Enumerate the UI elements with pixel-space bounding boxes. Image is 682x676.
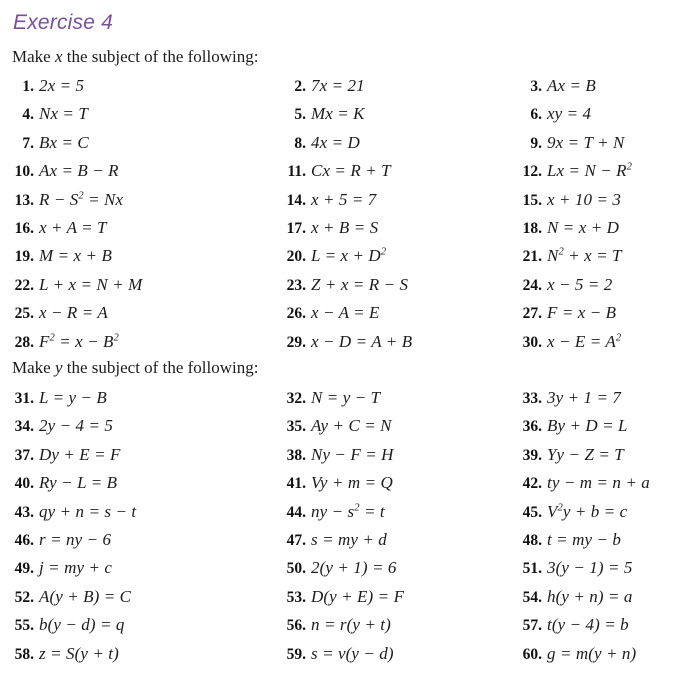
question-number: 33. [522, 390, 542, 407]
question-item [0, 104, 275, 125]
question-equation: Yy − Z = T [547, 444, 624, 464]
question-number: 55. [14, 617, 34, 635]
question-equation: b(y − d) = q [39, 615, 125, 635]
question-equation: t(y − 4) = b [547, 615, 629, 635]
question-item [508, 587, 682, 608]
instruction-suffix: the subject of the following: [62, 358, 259, 377]
question-item [272, 76, 507, 97]
question-equation: $Lx = N - R^2$ [547, 161, 633, 181]
question-item [272, 502, 507, 523]
question-number: 13. [14, 191, 34, 209]
question-equation: Ny − F = H [311, 444, 394, 464]
question-number: 12. [522, 163, 542, 181]
question-number: 37. [14, 446, 34, 464]
question-row [0, 133, 682, 161]
question-item [0, 190, 275, 211]
question-number: 24. [522, 276, 542, 294]
question-item [0, 615, 275, 636]
instruction-suffix: the subject of the following: [62, 47, 259, 66]
question-number: 29. [286, 333, 306, 351]
question-item [508, 133, 682, 154]
question-number: 30. [522, 333, 542, 351]
question-equation: Z + x = R − S [311, 274, 409, 294]
question-number: 52. [14, 588, 34, 606]
question-item [0, 502, 275, 523]
question-item [508, 76, 682, 97]
question-number: 19. [14, 248, 34, 266]
question-item [272, 445, 507, 466]
question-row [0, 558, 682, 586]
instruction-make-x [12, 47, 258, 67]
question-item [0, 644, 275, 665]
question-number: 42. [522, 475, 542, 493]
question-equation: 2y − 4 = 5 [39, 416, 113, 436]
question-item [508, 303, 682, 324]
question-item [272, 615, 507, 636]
question-equation: Dy + E = F [39, 444, 121, 464]
question-item [272, 332, 507, 353]
question-equation: N = x + D [547, 217, 620, 237]
question-row [0, 76, 682, 104]
question-equation: By + D = L [547, 416, 628, 436]
question-equation: 4x = D [311, 132, 360, 152]
question-item [508, 161, 682, 182]
question-item [508, 502, 682, 523]
question-number: 44. [286, 503, 306, 521]
question-number: 10. [14, 163, 34, 181]
question-equation: Ry − L = B [39, 473, 118, 493]
question-item [508, 332, 682, 353]
instruction-variable: x [54, 47, 63, 66]
question-item [0, 558, 275, 579]
question-item [0, 332, 275, 353]
question-number: 26. [286, 305, 306, 323]
question-item [508, 275, 682, 296]
question-row [0, 104, 682, 132]
question-number: 54. [522, 588, 542, 606]
question-number: 20. [286, 248, 306, 266]
question-equation: r = ny − 6 [39, 529, 112, 549]
question-equation: s = v(y − d) [311, 643, 394, 663]
question-equation: $V^2y + b = c$ [547, 501, 628, 521]
question-number: 9. [530, 134, 542, 152]
question-item [508, 558, 682, 579]
question-equation: x + 5 = 7 [311, 189, 377, 209]
question-number: 6. [530, 106, 542, 124]
question-item [0, 275, 275, 296]
instruction-variable: y [54, 358, 63, 377]
question-equation: $F^2 = x - B^2$ [39, 331, 119, 351]
question-row [0, 303, 682, 331]
question-number: 2. [294, 78, 306, 95]
question-item [0, 76, 275, 97]
question-equation: 7x = 21 [311, 76, 365, 95]
question-number: 22. [14, 276, 34, 294]
question-grid-make-x [0, 76, 682, 360]
instruction-make-y [12, 358, 258, 378]
question-number: 32. [286, 390, 306, 407]
question-row [0, 416, 682, 444]
question-equation: 2x = 5 [39, 76, 85, 95]
question-equation: x + A = T [39, 217, 107, 237]
question-equation: F = x − B [547, 303, 617, 323]
question-number: 15. [522, 191, 542, 209]
page-title: Exercise 4 [13, 11, 114, 34]
question-equation: Ax = B [547, 76, 596, 95]
question-equation: s = my + d [311, 529, 387, 549]
question-number: 47. [286, 531, 306, 549]
question-row [0, 388, 682, 416]
question-item [0, 587, 275, 608]
question-number: 58. [14, 645, 34, 663]
question-equation: x − A = E [311, 303, 380, 323]
question-number: 17. [286, 219, 306, 237]
question-item [272, 303, 507, 324]
question-item [272, 416, 507, 437]
question-equation: N = y − T [311, 388, 381, 407]
question-equation: x + B = S [311, 217, 379, 237]
question-number: 43. [14, 503, 34, 521]
question-equation: Bx = C [39, 132, 89, 152]
question-row [0, 473, 682, 501]
question-grid-make-y [0, 388, 682, 672]
question-row [0, 275, 682, 303]
question-number: 7. [22, 134, 34, 152]
question-number: 51. [522, 560, 542, 578]
question-equation: 3(y − 1) = 5 [547, 558, 633, 578]
question-equation: g = m(y + n) [547, 643, 637, 663]
question-item [0, 133, 275, 154]
question-row [0, 587, 682, 615]
question-item [508, 190, 682, 211]
question-number: 8. [294, 134, 306, 152]
question-number: 34. [14, 418, 34, 436]
question-item [508, 473, 682, 494]
question-item [508, 218, 682, 239]
question-item [508, 246, 682, 267]
question-item [508, 104, 682, 125]
question-number: 48. [522, 531, 542, 549]
question-equation: $N^2 + x = T$ [547, 246, 622, 266]
question-item [272, 473, 507, 494]
question-equation: $x - E = A^2$ [547, 331, 622, 351]
question-number: 35. [286, 418, 306, 436]
question-row [0, 530, 682, 558]
question-item [272, 587, 507, 608]
question-item [0, 246, 275, 267]
question-item [508, 644, 682, 665]
question-item [272, 190, 507, 211]
question-number: 1. [22, 78, 34, 95]
question-number: 3. [530, 78, 542, 95]
question-row [0, 445, 682, 473]
question-item [508, 530, 682, 551]
question-item [508, 416, 682, 437]
question-row [0, 615, 682, 643]
question-number: 53. [286, 588, 306, 606]
question-equation: L = y − B [39, 388, 107, 407]
question-row [0, 644, 682, 672]
question-number: 60. [522, 645, 542, 663]
question-equation: 3y + 1 = 7 [547, 388, 621, 407]
question-number: 27. [522, 305, 542, 323]
question-equation: Ay + C = N [311, 416, 392, 436]
question-item [0, 416, 275, 437]
question-equation: x − 5 = 2 [547, 274, 613, 294]
question-number: 14. [286, 191, 306, 209]
question-number: 25. [14, 305, 34, 323]
question-number: 49. [14, 560, 34, 578]
question-number: 50. [286, 560, 306, 578]
question-equation: Ax = B − R [39, 161, 119, 181]
question-number: 59. [286, 645, 306, 663]
question-number: 16. [14, 219, 34, 237]
question-number: 28. [14, 333, 34, 351]
question-item [272, 530, 507, 551]
question-item [272, 275, 507, 296]
question-item [0, 161, 275, 182]
question-item [508, 445, 682, 466]
question-equation: x + 10 = 3 [547, 189, 621, 209]
question-equation: h(y + n) = a [547, 586, 633, 606]
question-equation: A(y + B) = C [39, 586, 132, 606]
question-item [0, 388, 275, 409]
question-number: 56. [286, 617, 306, 635]
question-item [272, 104, 507, 125]
question-number: 39. [522, 446, 542, 464]
question-number: 41. [286, 475, 306, 493]
question-row [0, 218, 682, 246]
question-item [272, 246, 507, 267]
question-item [0, 218, 275, 239]
question-equation: M = x + B [39, 246, 112, 266]
question-number: 11. [287, 163, 306, 181]
question-item [0, 303, 275, 324]
question-item [0, 473, 275, 494]
question-row [0, 502, 682, 530]
question-equation: 9x = T + N [547, 132, 625, 152]
question-equation: n = r(y + t) [311, 615, 391, 635]
question-number: 5. [294, 106, 306, 124]
question-equation: ny − $s^2 = t$ [311, 501, 385, 521]
question-item [272, 218, 507, 239]
question-number: 31. [14, 390, 34, 407]
question-equation: 2(y + 1) = 6 [311, 558, 397, 578]
question-equation: xy = 4 [547, 104, 592, 124]
question-item [272, 133, 507, 154]
question-row [0, 161, 682, 189]
question-number: 23. [286, 276, 306, 294]
question-equation: L + x = N + M [39, 274, 143, 294]
question-equation: x − R = A [39, 303, 108, 323]
question-item [272, 388, 507, 409]
question-row [0, 332, 682, 360]
question-row [0, 190, 682, 218]
question-number: 36. [522, 418, 542, 436]
question-item [272, 161, 507, 182]
question-row [0, 246, 682, 274]
question-equation: Cx = R + T [311, 161, 391, 181]
instruction-prefix: Make [12, 47, 55, 66]
question-equation: Nx = T [39, 104, 88, 124]
question-number: 18. [522, 219, 542, 237]
question-number: 21. [522, 248, 542, 266]
question-equation: ty − m = n + a [547, 473, 650, 493]
question-number: 40. [14, 475, 34, 493]
question-equation: t = my − b [547, 529, 621, 549]
question-number: 45. [522, 503, 542, 521]
question-equation: $R - S^2 = Nx$ [39, 189, 124, 209]
question-equation: Vy + m = Q [311, 473, 393, 493]
question-equation: z = S(y + t) [39, 643, 119, 663]
question-item [0, 530, 275, 551]
question-equation: j = my + c [39, 558, 113, 578]
question-equation: Mx = K [311, 104, 365, 124]
question-number: 46. [14, 531, 34, 549]
question-item [508, 615, 682, 636]
question-number: 57. [522, 617, 542, 635]
question-equation: $L = x + D^2$ [311, 246, 387, 266]
question-number: 4. [22, 106, 34, 124]
question-item [272, 558, 507, 579]
question-item [272, 644, 507, 665]
question-equation: qy + n = s − t [39, 501, 137, 521]
question-equation: x − D = A + B [311, 331, 413, 351]
instruction-prefix: Make [12, 358, 55, 377]
question-item [0, 445, 275, 466]
question-item [508, 388, 682, 409]
question-equation: D(y + E) = F [311, 586, 405, 606]
question-number: 38. [286, 446, 306, 464]
